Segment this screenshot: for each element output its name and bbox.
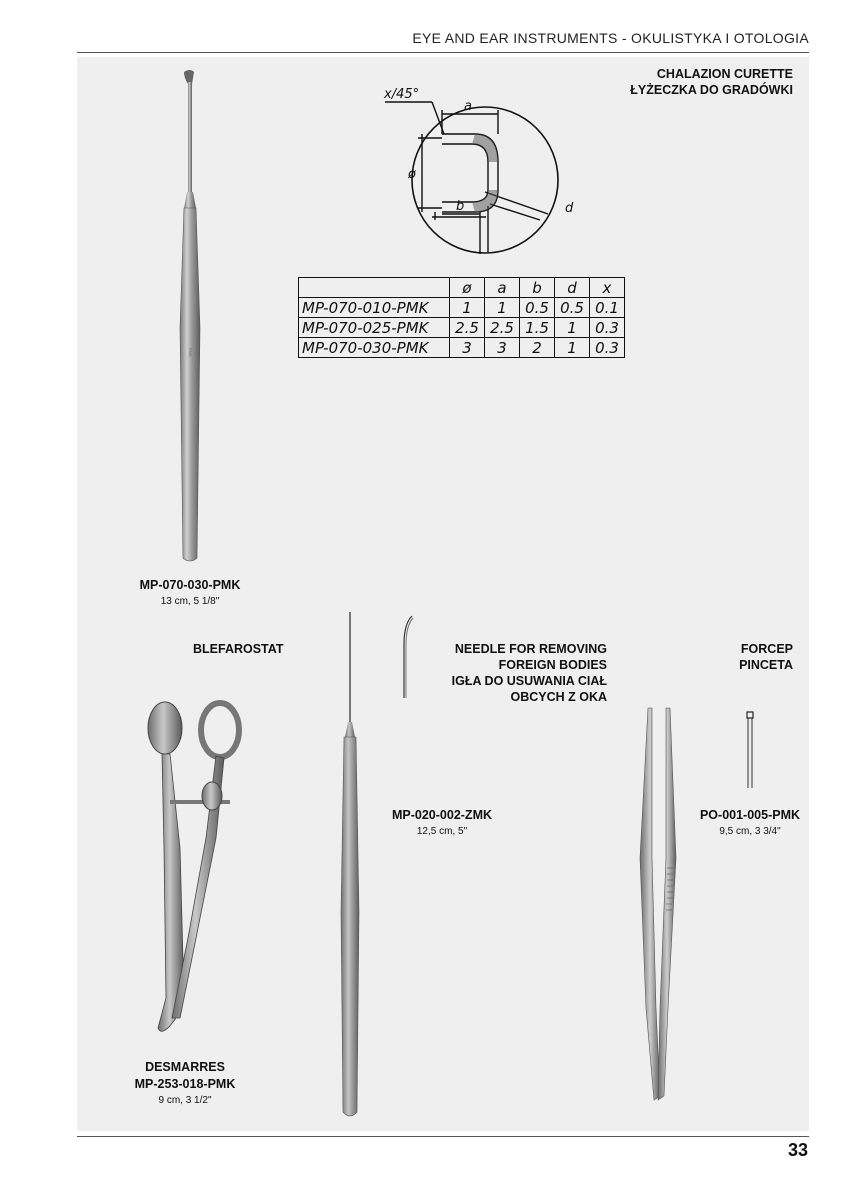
curette-diagram <box>380 82 580 257</box>
needle-title-line: IGŁA DO USUWANIA CIAŁ <box>451 674 607 688</box>
table-header-cell: x <box>590 278 625 298</box>
svg-text:PMK: PMK <box>188 348 193 357</box>
blefarostat-name: DESMARRES <box>145 1060 225 1074</box>
forcep-title-pl: PINCETA <box>739 658 793 672</box>
svg-text:ø: ø <box>408 167 416 182</box>
table-cell: 1.5 <box>520 318 555 338</box>
blefarostat-code: MP-253-018-PMK <box>134 1077 236 1091</box>
needle-tip-detail <box>394 614 414 704</box>
table-cell: 2.5 <box>485 318 520 338</box>
needle-title <box>452 641 607 705</box>
table-header-cell: a <box>485 278 520 298</box>
table-header-cell <box>299 278 450 298</box>
table-cell: MP-070-030-PMK <box>299 338 450 358</box>
curette-spec-table <box>298 277 625 358</box>
forcep-image <box>636 708 682 1103</box>
table-cell: 0.3 <box>590 338 625 358</box>
forcep-tip-detail <box>743 710 757 790</box>
curette-title <box>630 66 793 98</box>
curette-image <box>170 68 220 568</box>
table-header-cell: d <box>555 278 590 298</box>
page-header <box>77 28 809 53</box>
forcep-size: 9,5 cm, 3 3/4" <box>719 826 781 837</box>
svg-text:b: b <box>456 199 465 214</box>
table-header-row <box>299 278 625 298</box>
table-cell: 1 <box>555 338 590 358</box>
svg-text:a: a <box>464 99 472 114</box>
table-cell: 2 <box>520 338 555 358</box>
needle-image <box>335 612 365 1122</box>
table-cell: 1 <box>485 298 520 318</box>
footer-rule <box>77 1136 809 1137</box>
needle-size: 12,5 cm, 5" <box>416 826 468 837</box>
table-header-cell: b <box>520 278 555 298</box>
table-cell: 2.5 <box>450 318 485 338</box>
needle-title-line: OBCYCH Z OKA <box>510 690 607 704</box>
forcep-title <box>739 641 793 673</box>
blefarostat-size: 9 cm, 3 1/2" <box>158 1095 212 1106</box>
needle-code: MP-020-002-ZMK <box>391 808 493 822</box>
table-cell: 0.3 <box>590 318 625 338</box>
table-row <box>299 318 625 338</box>
table-row <box>299 338 625 358</box>
curette-code: MP-070-030-PMK <box>139 578 241 592</box>
table-row <box>299 298 625 318</box>
needle-title-line: NEEDLE FOR REMOVING <box>454 642 607 656</box>
table-cell: 0.5 <box>555 298 590 318</box>
table-cell: 1 <box>450 298 485 318</box>
curette-title-en: CHALAZION CURETTE <box>656 67 793 81</box>
curette-title-pl: ŁYŻECZKA DO GRADÓWKI <box>630 83 793 97</box>
page-number: 33 <box>787 1140 808 1160</box>
table-cell: 3 <box>485 338 520 358</box>
table-cell: MP-070-010-PMK <box>299 298 450 318</box>
table-cell: 1 <box>555 318 590 338</box>
table-cell: 3 <box>450 338 485 358</box>
needle-title-line: FOREIGN BODIES <box>498 658 607 672</box>
table-cell: 0.1 <box>590 298 625 318</box>
blefarostat-title: BLEFAROSTAT <box>193 642 284 656</box>
diagram-angle-label: x/45° <box>384 87 420 102</box>
forcep-code: PO-001-005-PMK <box>699 808 801 822</box>
table-cell: 0.5 <box>520 298 555 318</box>
blefarostat-image <box>140 698 245 1043</box>
header-title: EYE AND EAR INSTRUMENTS - OKULISTYKA I OTOLOGIA <box>412 30 809 46</box>
forcep-title-en: FORCEP <box>740 642 793 656</box>
svg-text:d: d <box>565 201 574 216</box>
curette-size: 13 cm, 5 1/8" <box>160 596 220 607</box>
table-cell: MP-070-025-PMK <box>299 318 450 338</box>
table-header-cell: ø <box>450 278 485 298</box>
